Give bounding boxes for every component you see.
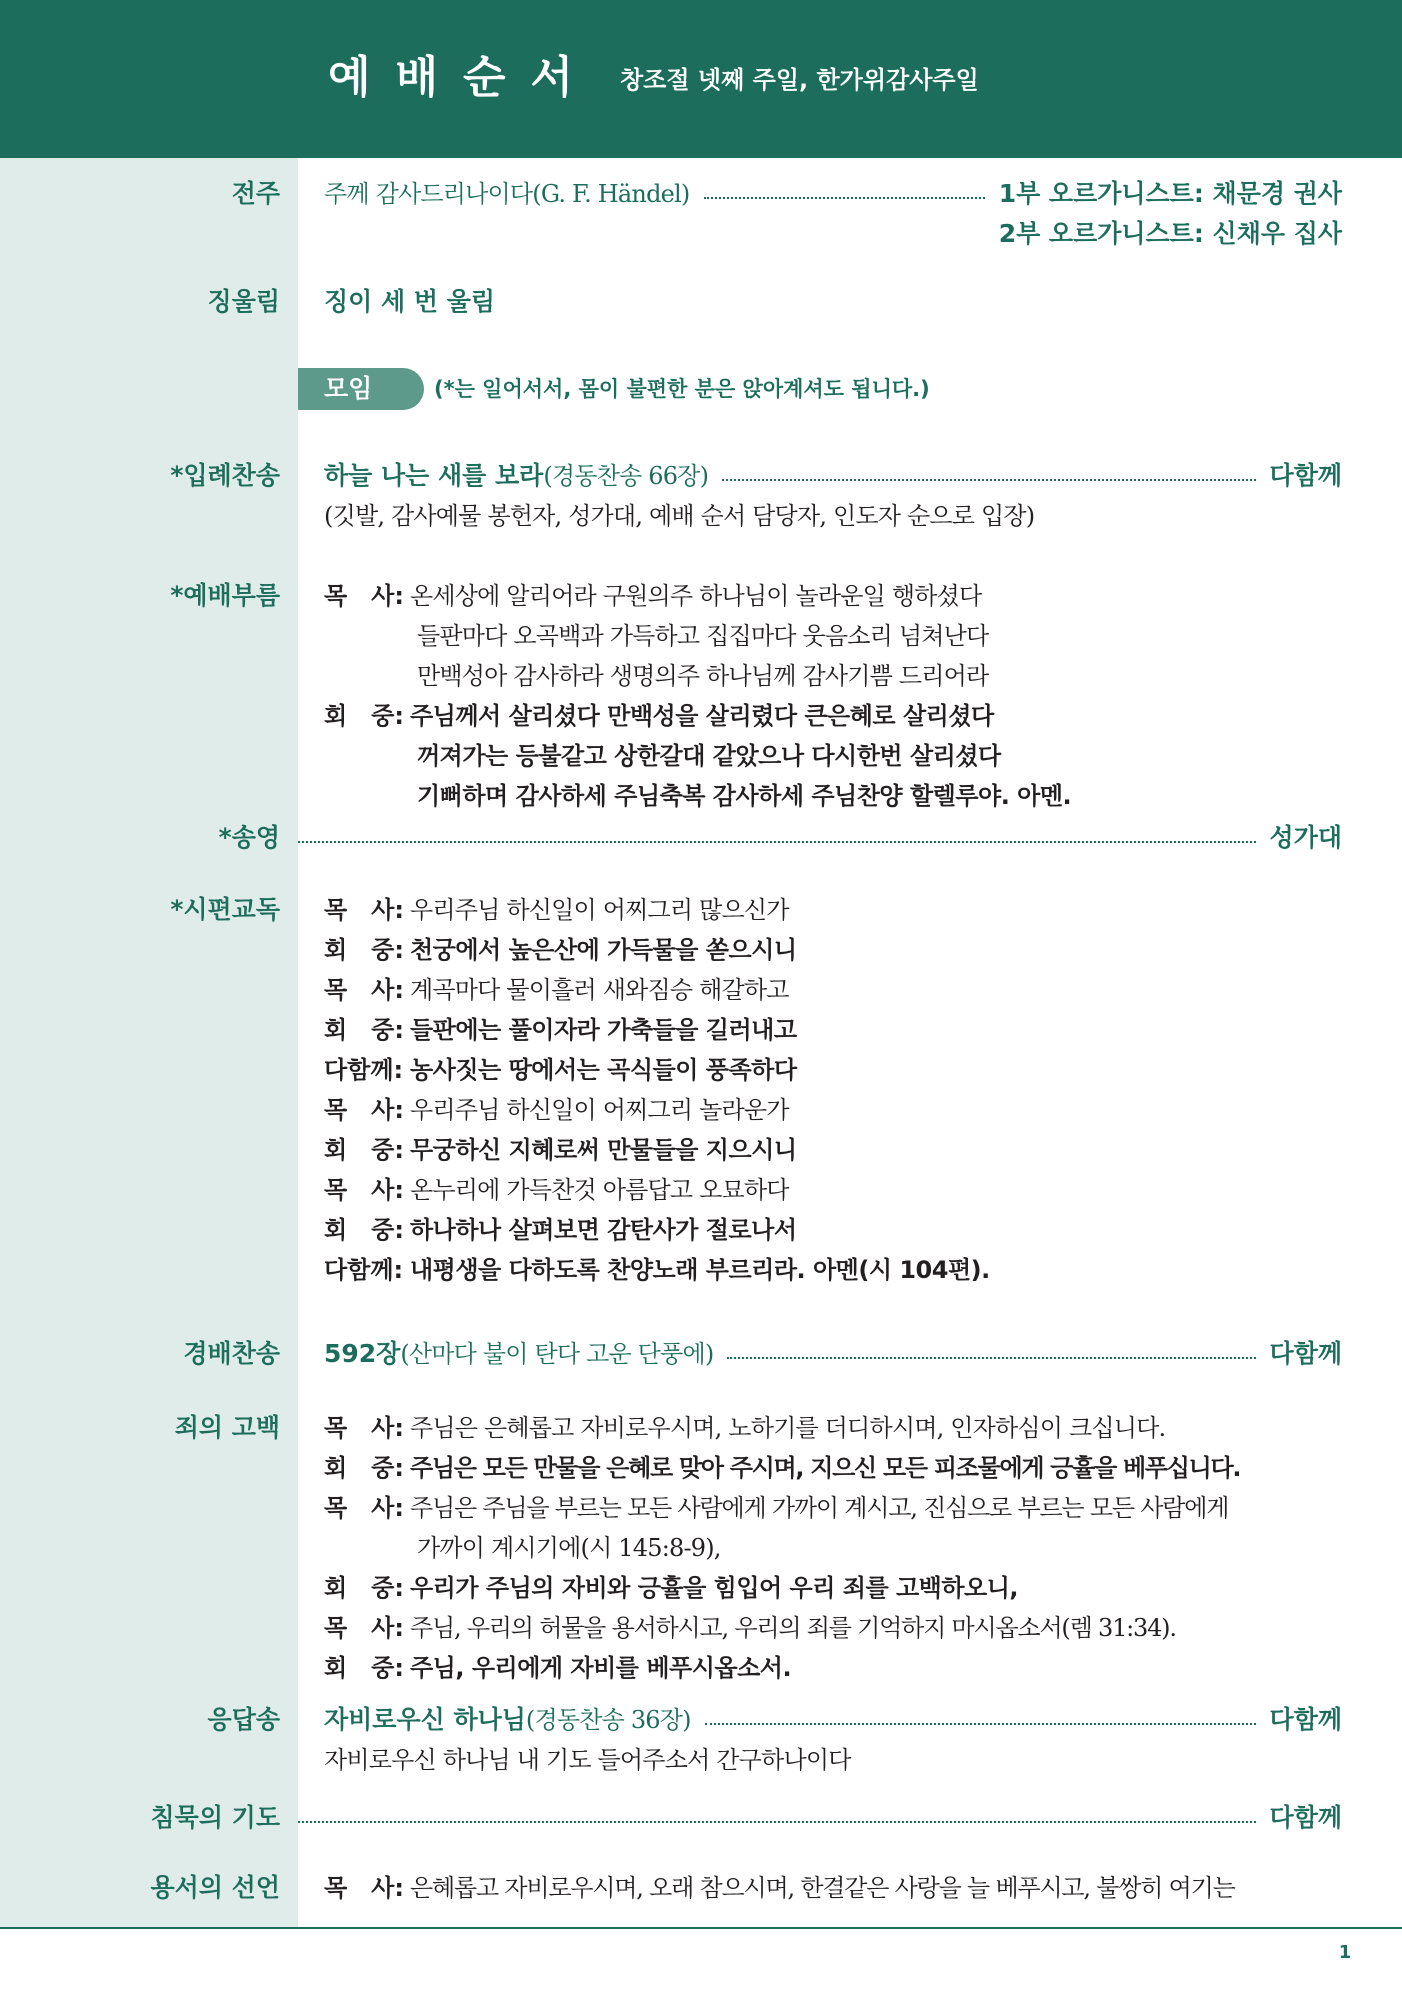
speaker: 다함께: bbox=[324, 1056, 404, 1084]
leader-dots bbox=[727, 1357, 1255, 1359]
header-banner bbox=[0, 0, 1402, 158]
response-text-row bbox=[324, 1740, 1342, 1780]
psalm-line: 들판에는 풀이자라 가축들을 길러내고 bbox=[410, 1016, 797, 1044]
speaker: 회 중: bbox=[324, 1454, 404, 1482]
response-text: 자비로우신 하나님 내 기도 들어주소서 간구하나이다 bbox=[324, 1746, 851, 1774]
psalm-row bbox=[324, 1130, 1342, 1170]
call-row bbox=[417, 656, 1342, 696]
confession-line: 주님은 주님을 부르는 모든 사람에게 가까이 계시고, 진심으로 부르는 모든 사람에게 bbox=[410, 1494, 1229, 1522]
speaker: 회 중: bbox=[324, 702, 404, 730]
psalm-line: 계곡마다 물이흘러 새와짐승 해갈하고 bbox=[410, 976, 789, 1004]
confession-line: 우리가 주님의 자비와 긍휼을 힘입어 우리 죄를 고백하오니, bbox=[410, 1574, 1019, 1602]
call-line: 들판마다 오곡백과 가득하고 집집마다 웃음소리 넘쳐난다 bbox=[417, 622, 989, 650]
psalm-label: *시편교독 bbox=[170, 895, 280, 924]
response-row bbox=[324, 1700, 1342, 1740]
processional-by: 다함께 bbox=[1269, 461, 1342, 490]
gathering-note: (*는 일어서서, 몸이 불편한 분은 앉아계셔도 됩니다.) bbox=[434, 377, 930, 401]
footer-rule bbox=[0, 1927, 1402, 1929]
response-ref: (경동찬송 36장) bbox=[525, 1706, 691, 1734]
call-row bbox=[417, 736, 1342, 776]
call-line: 만백성아 감사하라 생명의주 하나님께 감사기쁨 드리어라 bbox=[417, 662, 989, 690]
confession-line: 가까이 계시기에(시 145:8-9), bbox=[417, 1534, 721, 1562]
processional-label: *입례찬송 bbox=[170, 461, 280, 490]
psalm-row bbox=[324, 890, 1342, 930]
pardon-line: 은혜롭고 자비로우시며, 오래 참으시며, 한결같은 사랑을 늘 베푸시고, 불쌍히 여기는 bbox=[410, 1874, 1235, 1902]
psalm-line: 온누리에 가득찬것 아름답고 오묘하다 bbox=[410, 1176, 789, 1204]
psalm-line: 무궁하신 지혜로써 만물들을 지으시니 bbox=[410, 1136, 797, 1164]
anthem-label: *송영 bbox=[218, 823, 280, 852]
hymn-number: 592장 bbox=[324, 1339, 401, 1368]
call-line: 꺼져가는 등불같고 상한갈대 같았으나 다시한번 살리셨다 bbox=[417, 742, 1001, 770]
psalm-line: 우리주님 하신일이 어찌그리 많으신가 bbox=[410, 896, 789, 924]
organist-2: 2부 오르가니스트: 신채우 집사 bbox=[998, 219, 1342, 248]
psalm-line: 천궁에서 높은산에 가득물을 쏟으시니 bbox=[410, 936, 797, 964]
call-label: *예배부름 bbox=[170, 581, 280, 610]
bell-text: 징이 세 번 울림 bbox=[324, 287, 496, 316]
hymn-label: 경배찬송 bbox=[183, 1339, 280, 1368]
speaker: 회 중: bbox=[324, 1216, 404, 1244]
speaker: 목 사: bbox=[324, 896, 404, 924]
call-line: 기뻐하며 감사하세 주님축복 감사하세 주님찬양 할렐루야. 아멘. bbox=[417, 782, 1072, 810]
confession-row bbox=[324, 1568, 1342, 1608]
label-column-band bbox=[0, 158, 298, 1928]
response-by: 다함께 bbox=[1269, 1705, 1342, 1734]
processional-title: 하늘 나는 새를 보라 bbox=[324, 461, 544, 490]
confession-row bbox=[324, 1608, 1342, 1648]
hymn-row bbox=[324, 1334, 1342, 1374]
response-label: 응답송 bbox=[207, 1705, 280, 1734]
psalm-row bbox=[324, 1250, 1342, 1290]
call-row bbox=[417, 776, 1342, 816]
call-row bbox=[417, 616, 1342, 656]
leader-dots bbox=[298, 841, 1256, 843]
speaker: 회 중: bbox=[324, 936, 404, 964]
psalm-line: 내평생을 다하도록 찬양노래 부르리라. 아멘(시 104편). bbox=[410, 1256, 990, 1284]
psalm-row bbox=[324, 1050, 1342, 1090]
psalm-line: 농사짓는 땅에서는 곡식들이 풍족하다 bbox=[410, 1056, 797, 1084]
prelude-row-2 bbox=[324, 214, 1342, 254]
psalm-line: 우리주님 하신일이 어찌그리 놀라운가 bbox=[410, 1096, 789, 1124]
silent-prayer-row bbox=[298, 1798, 1342, 1838]
speaker: 회 중: bbox=[324, 1016, 404, 1044]
silent-prayer-by: 다함께 bbox=[1269, 1803, 1342, 1832]
leader-dots bbox=[722, 479, 1255, 481]
speaker: 목 사: bbox=[324, 1414, 404, 1442]
page-title: 예배순서 bbox=[328, 52, 599, 103]
page-number: 1 bbox=[1338, 1942, 1352, 1963]
response-title: 자비로우신 하나님 bbox=[324, 1705, 526, 1734]
prelude-label: 전주 bbox=[231, 179, 280, 208]
confession-label: 죄의 고백 bbox=[174, 1413, 280, 1442]
speaker: 목 사: bbox=[324, 1874, 404, 1902]
hymn-by: 다함께 bbox=[1269, 1339, 1342, 1368]
speaker: 목 사: bbox=[324, 1096, 404, 1124]
speaker: 목 사: bbox=[324, 1614, 404, 1642]
confession-line: 주님, 우리에게 자비를 베푸시옵소서. bbox=[410, 1654, 792, 1682]
organist-1: 1부 오르가니스트: 채문경 권사 bbox=[998, 179, 1342, 208]
confession-row bbox=[324, 1488, 1342, 1528]
speaker: 목 사: bbox=[324, 1494, 404, 1522]
prelude-piece: 주께 감사드리나이다(G. F. Händel) bbox=[324, 180, 690, 208]
speaker: 회 중: bbox=[324, 1654, 404, 1682]
processional-note: (깃발, 감사예물 봉헌자, 성가대, 예배 순서 담당자, 인도자 순으로 입장) bbox=[324, 502, 1035, 530]
leader-dots bbox=[298, 1821, 1256, 1823]
pardon-label: 용서의 선언 bbox=[150, 1873, 280, 1902]
bell-label: 징울림 bbox=[207, 287, 280, 316]
speaker: 목 사: bbox=[324, 976, 404, 1004]
call-line: 온세상에 알리어라 구원의주 하나님이 놀라운일 행하셨다 bbox=[410, 582, 982, 610]
psalm-row bbox=[324, 1010, 1342, 1050]
leader-dots bbox=[704, 197, 985, 199]
anthem-by: 성가대 bbox=[1269, 823, 1342, 852]
speaker: 목 사: bbox=[324, 582, 404, 610]
silent-prayer-label: 침묵의 기도 bbox=[150, 1803, 280, 1832]
call-line: 주님께서 살리셨다 만백성을 살리렸다 큰은혜로 살리셨다 bbox=[410, 702, 994, 730]
processional-row bbox=[324, 456, 1342, 496]
confession-row bbox=[324, 1448, 1342, 1488]
processional-ref: (경동찬송 66장) bbox=[543, 462, 709, 490]
call-row bbox=[324, 696, 1342, 736]
confession-row bbox=[324, 1648, 1342, 1688]
speaker: 목 사: bbox=[324, 1176, 404, 1204]
speaker: 다함께: bbox=[324, 1256, 404, 1284]
psalm-line: 하나하나 살펴보면 감탄사가 절로나서 bbox=[410, 1216, 797, 1244]
confession-line: 주님, 우리의 허물을 용서하시고, 우리의 죄를 기억하지 마시옵소서(렘 31:34). bbox=[410, 1614, 1176, 1642]
speaker: 회 중: bbox=[324, 1136, 404, 1164]
psalm-row bbox=[324, 1170, 1342, 1210]
confession-line: 주님은 은혜롭고 자비로우시며, 노하기를 더디하시며, 인자하심이 크십니다. bbox=[410, 1414, 1166, 1442]
pardon-row bbox=[324, 1868, 1342, 1908]
bell-row bbox=[324, 282, 1342, 322]
page-subtitle: 창조절 넷째 주일, 한가위감사주일 bbox=[620, 66, 979, 94]
psalm-row bbox=[324, 970, 1342, 1010]
confession-row bbox=[324, 1408, 1342, 1448]
anthem-row bbox=[298, 818, 1342, 858]
psalm-row bbox=[324, 930, 1342, 970]
leader-dots bbox=[705, 1723, 1256, 1725]
call-row bbox=[324, 576, 1342, 616]
confession-row bbox=[417, 1528, 1342, 1568]
hymn-ref: (산마다 불이 탄다 고운 단풍에) bbox=[400, 1340, 714, 1368]
confession-line: 주님은 모든 만물을 은혜로 맞아 주시며, 지으신 모든 피조물에게 긍휼을 베푸십니다. bbox=[410, 1454, 1241, 1482]
psalm-row bbox=[324, 1090, 1342, 1130]
prelude-row bbox=[324, 174, 1342, 214]
gathering-tab: 모임 bbox=[298, 368, 424, 410]
speaker: 회 중: bbox=[324, 1574, 404, 1602]
processional-note-row bbox=[324, 496, 1342, 536]
psalm-row bbox=[324, 1210, 1342, 1250]
